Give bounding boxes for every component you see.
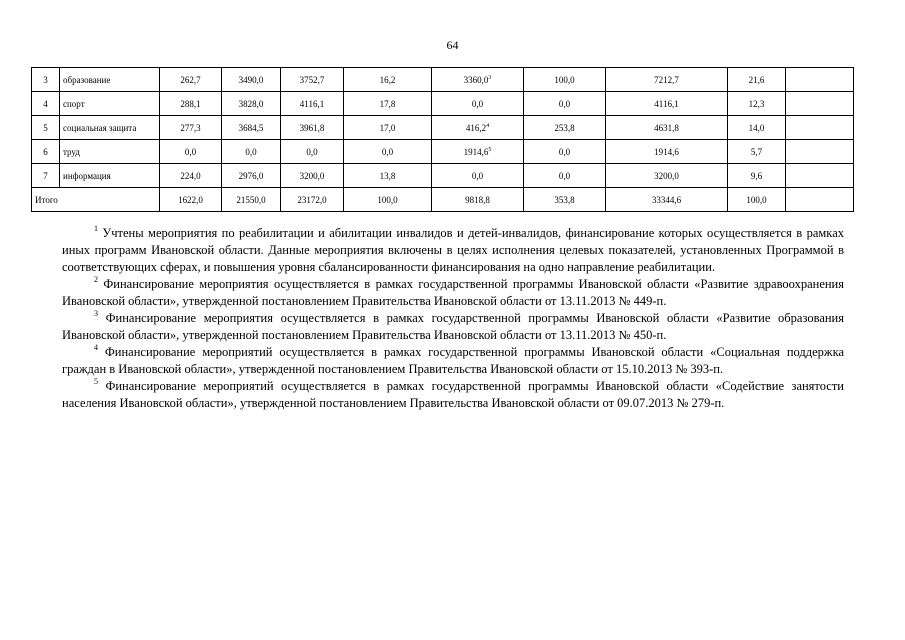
cell-value: 9,6 — [728, 164, 786, 188]
footnote-text: Финансирование мероприятий осуществляется в рамках государственной программы Ивановской области «Содействие занятости населения Ивановской области», утвержденной постановлением Правительства Ивановской области от 09.07.2013 № 279-п. — [62, 379, 844, 410]
total-value: 33344,6 — [606, 188, 728, 212]
cell-value: 0,0 — [524, 140, 606, 164]
footnote-mark: 1 — [94, 224, 98, 233]
cell-value-with-footnote — [432, 68, 524, 92]
total-value: 9818,8 — [432, 188, 524, 212]
cell-value-with-footnote — [432, 140, 524, 164]
table-total-row — [32, 188, 854, 212]
cell-value: 12,3 — [728, 92, 786, 116]
cell-value: 4116,1 — [281, 92, 344, 116]
footnote-ref: 3 — [488, 74, 492, 81]
footnote — [62, 225, 844, 276]
footnote-mark: 2 — [94, 275, 98, 284]
cell-value: 3490,0 — [222, 68, 281, 92]
table-row — [32, 68, 854, 92]
footnote-text: Финансирование мероприятий осуществляется в рамках государственной программы Ивановской области «Социальная поддержка граждан в Ивановской области», утвержденной постановлением Правительства Ивановской области от 15.10.2013 № 393-п. — [62, 345, 844, 376]
footnote — [62, 276, 844, 310]
cell-value: 262,7 — [160, 68, 222, 92]
footnote-text: Учтены мероприятия по реабилитации и абилитации инвалидов и детей-инвалидов, финансирование которых осуществляется в рамках иных программ Ивановской области. Данные мероприятия включены в целях исполнения целевых показателей, установленных Программой в соответствующих сферах, и повышения уровня сбалансированности финансирования на одно направление реабилитации. — [62, 226, 844, 274]
cell-value: 17,8 — [344, 92, 432, 116]
footnote-text: Финансирование мероприятия осуществляется в рамках государственной программы Ивановской области «Развитие образования Ивановской области», утвержденной постановлением Правительства Ивановской области от 13.11.2013 № 450-п. — [62, 311, 844, 342]
cell-value: 288,1 — [160, 92, 222, 116]
total-value: 21550,0 — [222, 188, 281, 212]
cell-value: 0,0 — [344, 140, 432, 164]
row-number: 4 — [32, 92, 60, 116]
cell-value: 0,0 — [222, 140, 281, 164]
cell-value-with-footnote — [432, 116, 524, 140]
total-value: 353,8 — [524, 188, 606, 212]
footnote-ref: 5 — [488, 146, 492, 153]
cell-value: 17,0 — [344, 116, 432, 140]
cell-value: 2976,0 — [222, 164, 281, 188]
total-value: 1622,0 — [160, 188, 222, 212]
cell-value: 3828,0 — [222, 92, 281, 116]
cell-value: 3200,0 — [606, 164, 728, 188]
footnote-mark: 3 — [94, 309, 98, 318]
footnote — [62, 344, 844, 378]
row-number: 6 — [32, 140, 60, 164]
table-row — [32, 140, 854, 164]
cell-value — [786, 164, 854, 188]
cell-value: 416,2 — [465, 122, 487, 133]
cell-value — [786, 116, 854, 140]
cell-value: 0,0 — [524, 92, 606, 116]
row-name: образование — [60, 68, 160, 92]
cell-value-with-footnote — [432, 92, 524, 116]
cell-value: 0,0 — [281, 140, 344, 164]
row-name: социальная защита — [60, 116, 160, 140]
cell-value: 4116,1 — [606, 92, 728, 116]
cell-value — [786, 68, 854, 92]
cell-value: 1914,6 — [463, 146, 489, 157]
cell-value: 3200,0 — [281, 164, 344, 188]
cell-value: 5,7 — [728, 140, 786, 164]
row-name: спорт — [60, 92, 160, 116]
footnotes — [62, 225, 844, 412]
cell-value: 0,0 — [471, 170, 484, 181]
cell-value — [786, 140, 854, 164]
total-label: Итого — [32, 188, 160, 212]
row-name: труд — [60, 140, 160, 164]
table-row — [32, 164, 854, 188]
cell-value: 4631,8 — [606, 116, 728, 140]
cell-value-with-footnote — [432, 164, 524, 188]
cell-value — [786, 92, 854, 116]
cell-value: 3752,7 — [281, 68, 344, 92]
table-row — [32, 92, 854, 116]
footnote-mark: 4 — [94, 343, 98, 352]
cell-value: 277,3 — [160, 116, 222, 140]
budget-table — [31, 67, 854, 212]
cell-value: 16,2 — [344, 68, 432, 92]
cell-value: 0,0 — [160, 140, 222, 164]
cell-value: 224,0 — [160, 164, 222, 188]
cell-value: 7212,7 — [606, 68, 728, 92]
table-row — [32, 116, 854, 140]
cell-value: 13,8 — [344, 164, 432, 188]
total-value: 100,0 — [344, 188, 432, 212]
row-number: 7 — [32, 164, 60, 188]
row-name: информация — [60, 164, 160, 188]
total-value: 23172,0 — [281, 188, 344, 212]
cell-value: 3360,0 — [463, 74, 489, 85]
cell-value: 3961,8 — [281, 116, 344, 140]
page-number: 64 — [446, 38, 459, 52]
footnote — [62, 378, 844, 412]
cell-value: 0,0 — [471, 98, 484, 109]
row-number: 3 — [32, 68, 60, 92]
cell-value: 100,0 — [524, 68, 606, 92]
row-number: 5 — [32, 116, 60, 140]
total-value: 100,0 — [728, 188, 786, 212]
footnote — [62, 310, 844, 344]
cell-value: 14,0 — [728, 116, 786, 140]
footnote-text: Финансирование мероприятия осуществляется в рамках государственной программы Ивановской области «Развитие здравоохранения Ивановской области», утвержденной постановлением Правительства Ивановской области от 13.11.2013 № 449-п. — [62, 277, 844, 308]
total-value — [786, 188, 854, 212]
cell-value: 21,6 — [728, 68, 786, 92]
footnote-mark: 5 — [94, 377, 98, 386]
cell-value: 3684,5 — [222, 116, 281, 140]
cell-value: 0,0 — [524, 164, 606, 188]
footnote-ref: 4 — [486, 122, 490, 129]
cell-value: 1914,6 — [606, 140, 728, 164]
cell-value: 253,8 — [524, 116, 606, 140]
